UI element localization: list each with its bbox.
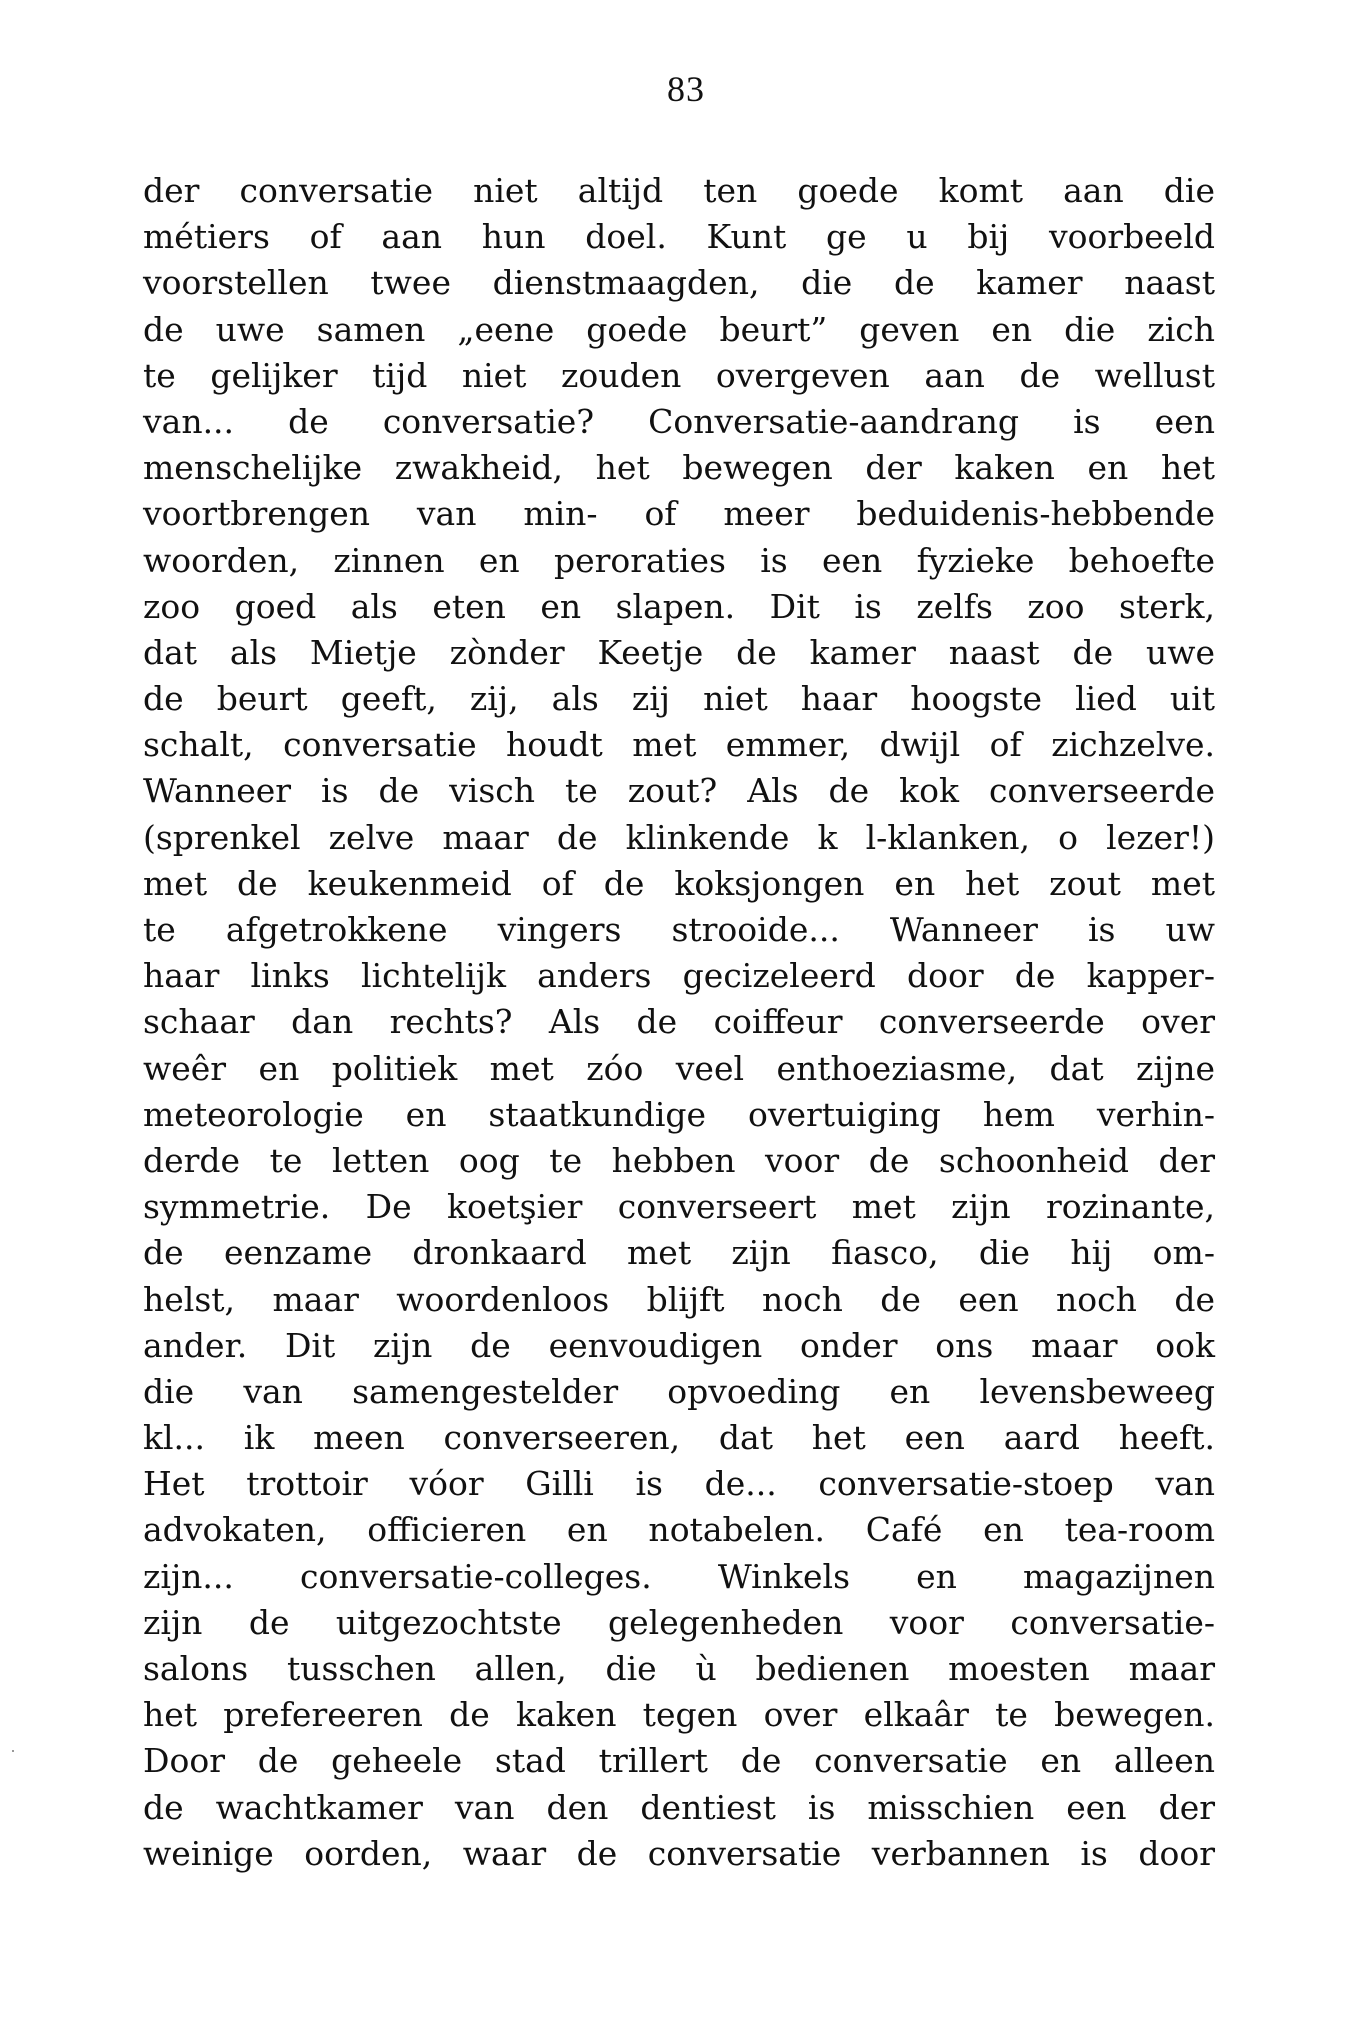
text-line: van... de conversatie? Conversatie-aandrang is een: [143, 401, 1215, 441]
text-line: met de keukenmeid of de koksjongen en het zout met: [143, 863, 1215, 903]
text-line: woorden, zinnen en peroraties is een fyzieke behoefte: [143, 540, 1215, 580]
text-line: der conversatie niet altijd ten goede komt aan die: [143, 171, 1215, 210]
text-line: voortbrengen van min- of meer beduidenis-hebbende: [143, 494, 1215, 534]
text-line: Wanneer is de visch te zout? Als de kok converseerde: [143, 771, 1215, 811]
text-line: schalt, conversatie houdt met emmer, dwijl of zichzelve.: [143, 725, 1215, 765]
text-line: advokaten, officieren en notabelen. Café en tea-room: [143, 1510, 1215, 1550]
text-line: symmetrie. De koetşier converseert met zijn rozinante,: [143, 1187, 1215, 1227]
text-line: métiers of aan hun doel. Kunt ge u bij voorbeeld: [143, 217, 1215, 257]
text-line: de beurt geeft, zij, als zij niet haar hoogste lied uit: [143, 679, 1215, 719]
text-line: zoo goed als eten en slapen. Dit is zelfs zoo sterk,: [143, 586, 1215, 626]
text-line: voorstellen twee dienstmaagden, die de kamer naast: [143, 263, 1215, 303]
text-line: weêr en politiek met zóo veel enthoeziasme, dat zijne: [143, 1048, 1215, 1088]
text-line: salons tusschen allen, die ù bedienen moesten maar: [143, 1649, 1215, 1688]
text-line: meteorologie en staatkundige overtuiging hem verhin-: [143, 1094, 1215, 1134]
text-line: haar links lichtelijk anders gecizeleerd door de kapper-: [143, 956, 1215, 996]
text-line: dat als Mietje zònder Keetje de kamer naast de uwe: [143, 632, 1215, 672]
page-number: 83: [667, 69, 705, 109]
text-line: Het trottoir vóor Gilli is de... conversatie-stoep van: [143, 1464, 1215, 1504]
text-line: de wachtkamer van den dentiest is misschien een der: [143, 1787, 1215, 1827]
text-line: helst, maar woordenloos blijft noch de een noch de: [143, 1279, 1215, 1319]
text-line: te gelijker tijd niet zouden overgeven aan de wellust: [143, 355, 1215, 395]
body-text: [143, 168, 1215, 1877]
text-line: menschelijke zwakheid, het bewegen der kaken en het: [143, 448, 1215, 488]
text-line: die van samengestelder opvoeding en levensbeweeg: [143, 1371, 1215, 1411]
text-line: de uwe samen „eene goede beurt” geven en die zich: [143, 309, 1215, 349]
text-line: zijn de uitgezochtste gelegenheden voor conversatie-: [143, 1602, 1215, 1642]
text-line: derde te letten oog te hebben voor de schoonheid der: [143, 1140, 1215, 1180]
scan-speck: [12, 1750, 14, 1752]
text-line: Door de geheele stad trillert de conversatie en alleen: [143, 1741, 1215, 1781]
text-line: kl... ik meen converseeren, dat het een aard heeft.: [143, 1418, 1215, 1458]
text-line: weinige oorden, waar de conversatie verbannen is door: [143, 1833, 1215, 1873]
text-line: schaar dan rechts? Als de coiffeur converseerde over: [143, 1002, 1215, 1042]
text-line: zijn... conversatie-colleges. Winkels en magazijnen: [143, 1556, 1215, 1596]
text-line: de eenzame dronkaard met zijn fiasco, die hij om-: [143, 1233, 1215, 1273]
text-line: het prefereeren de kaken tegen over elkaâr te bewegen.: [143, 1695, 1215, 1735]
text-line: te afgetrokkene vingers strooide... Wanneer is uw: [143, 910, 1215, 949]
text-line: ander. Dit zijn de eenvoudigen onder ons maar ook: [143, 1325, 1215, 1365]
text-line: (sprenkel zelve maar de klinkende k l-klanken, o lezer!): [143, 817, 1215, 857]
